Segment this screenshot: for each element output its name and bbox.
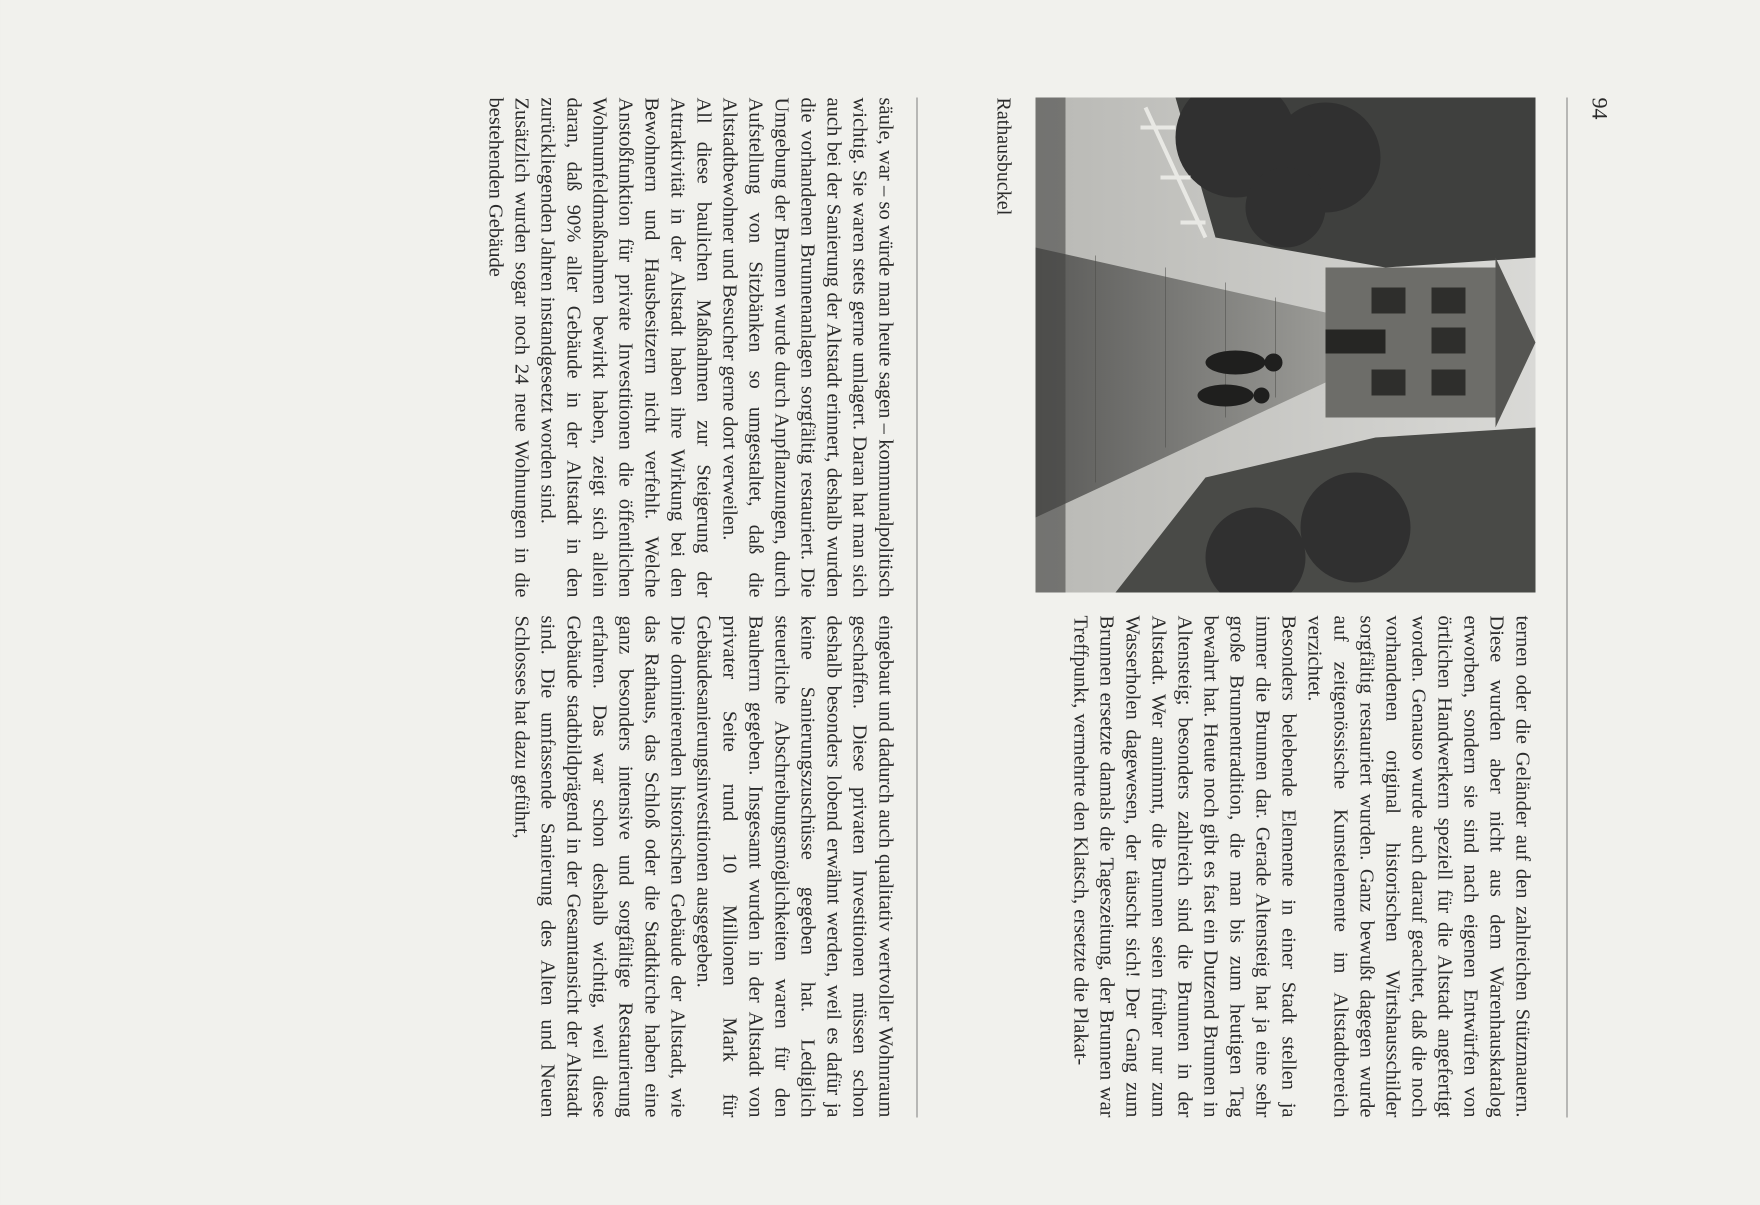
paragraph: Besonders belebende Elemente in einer Stadt stellen ja immer die Brunnen dar. Gerade Altensteig hat ja eine sehr große Brunnentradition, die man bis zum heutigen Tag bewahrt hat. Heute noch gibt es fast ein Dutzend Brunnen in Altensteig; besonders zahlreich sind die Brunnen in der Altstadt. Wer annimmt, die Brunnen seien früher nur zum Wasserholen dagewesen, der täuscht sich! Der Gang zum Brunnen ersetzte damals die Tageszeitung, der Brunnen war Treffpunkt, vermehrte den Klatsch, ersetzte die Plakat- — [1069, 615, 1300, 1118]
paragraph: ternen oder die Geländer auf den zahlreichen Stützmauern. Diese wurden aber nicht aus dem Warenhauskatalog erworben, sondern sie sind nach eigenen Entwürfen von örtlichen Handwerkern speziell für die Altstadt angefertigt worden. Genauso wurde auch darauf geachtet, daß die noch vorhandenen original historischen Wirtshausschilder sorgfältig restauriert wurden. Ganz bewußt dagegen wurde auf zeitgenössische Kunstelemente im Altstadtbereich verzichtet. — [1303, 615, 1534, 1118]
page-number: 94 — [1587, 97, 1613, 120]
paragraph: eingebaut und dadurch auch qualitativ wertvoller Wohnraum geschaffen. Diese privaten Investitionen müssen schon deshalb besonders lobend erwähnt werden, weil es dafür ja keine Sanierungszuschüsse gegeben hat. Lediglich steuerliche Abschreibungsmöglichkeiten waren für den Bauherrn gegeben. Insgesamt wurden in der Altstadt von privater Seite rund 10 Millionen Mark für Gebäudesanierungsinvestitionen ausgegeben. — [692, 615, 897, 1118]
book-page — [1, 0, 1760, 1205]
paragraph: All diese baulichen Maßnahmen zur Steigerung der Attraktivität in der Altstadt haben ihre Wirkung bei den Bewohnern und Hausbesitzern nicht verfehlt. Welche Anstoßfunktion für private Investitionen die öffentlichen Wohnumfeldmaßnahmen bewirkt haben, zeigt sich allein daran, daß 90% aller Gebäude in der Altstadt in den zurückliegenden Jahren instandgesetzt worden sind. — [536, 97, 715, 598]
paragraph: Die dominierenden historischen Gebäude der Altstadt, wie das Rathaus, das Schloß oder die Stadtkirche haben eine ganz besonders intensive und sorgfältige Restaurierung erfahren. Das war schon deshalb wichtig, weil diese Gebäude stadtbildprägend in der Gesamtansicht der Altstadt sind. Die umfassende Sanierung des Alten und Neuen Schlosses hat dazu geführt, — [510, 615, 689, 1118]
paragraph: säule, war – so würde man heute sagen – kommunalpolitisch wichtig. Sie waren stets gerne umlagert. Daran hat man sich auch bei der Sanierung der Altstadt erinnert, deshalb wurden die vorhandenen Brunnenanlagen sorgfältig restauriert. Die Umgebung der Brunnen wurde durch Anpflanzungen, durch Aufstellung von Sitzbänken so umgestaltet, daß die Altstadtbewohner und Besucher gerne dort verweilen. — [718, 97, 897, 598]
paragraph: Zusätzlich wurden sogar noch 24 neue Wohnungen in die bestehenden Gebäude — [484, 97, 533, 598]
photo-caption: Rathausbuckel — [992, 97, 1015, 216]
text-column-bottom-right — [509, 616, 899, 1118]
section-rule — [917, 98, 918, 1118]
text-column-bottom-left — [483, 98, 899, 598]
text-column-right — [936, 616, 1536, 1118]
photo-rathausbuckel — [1036, 98, 1536, 593]
photo-illustration — [1036, 98, 1536, 593]
header-rule — [1567, 98, 1568, 1118]
